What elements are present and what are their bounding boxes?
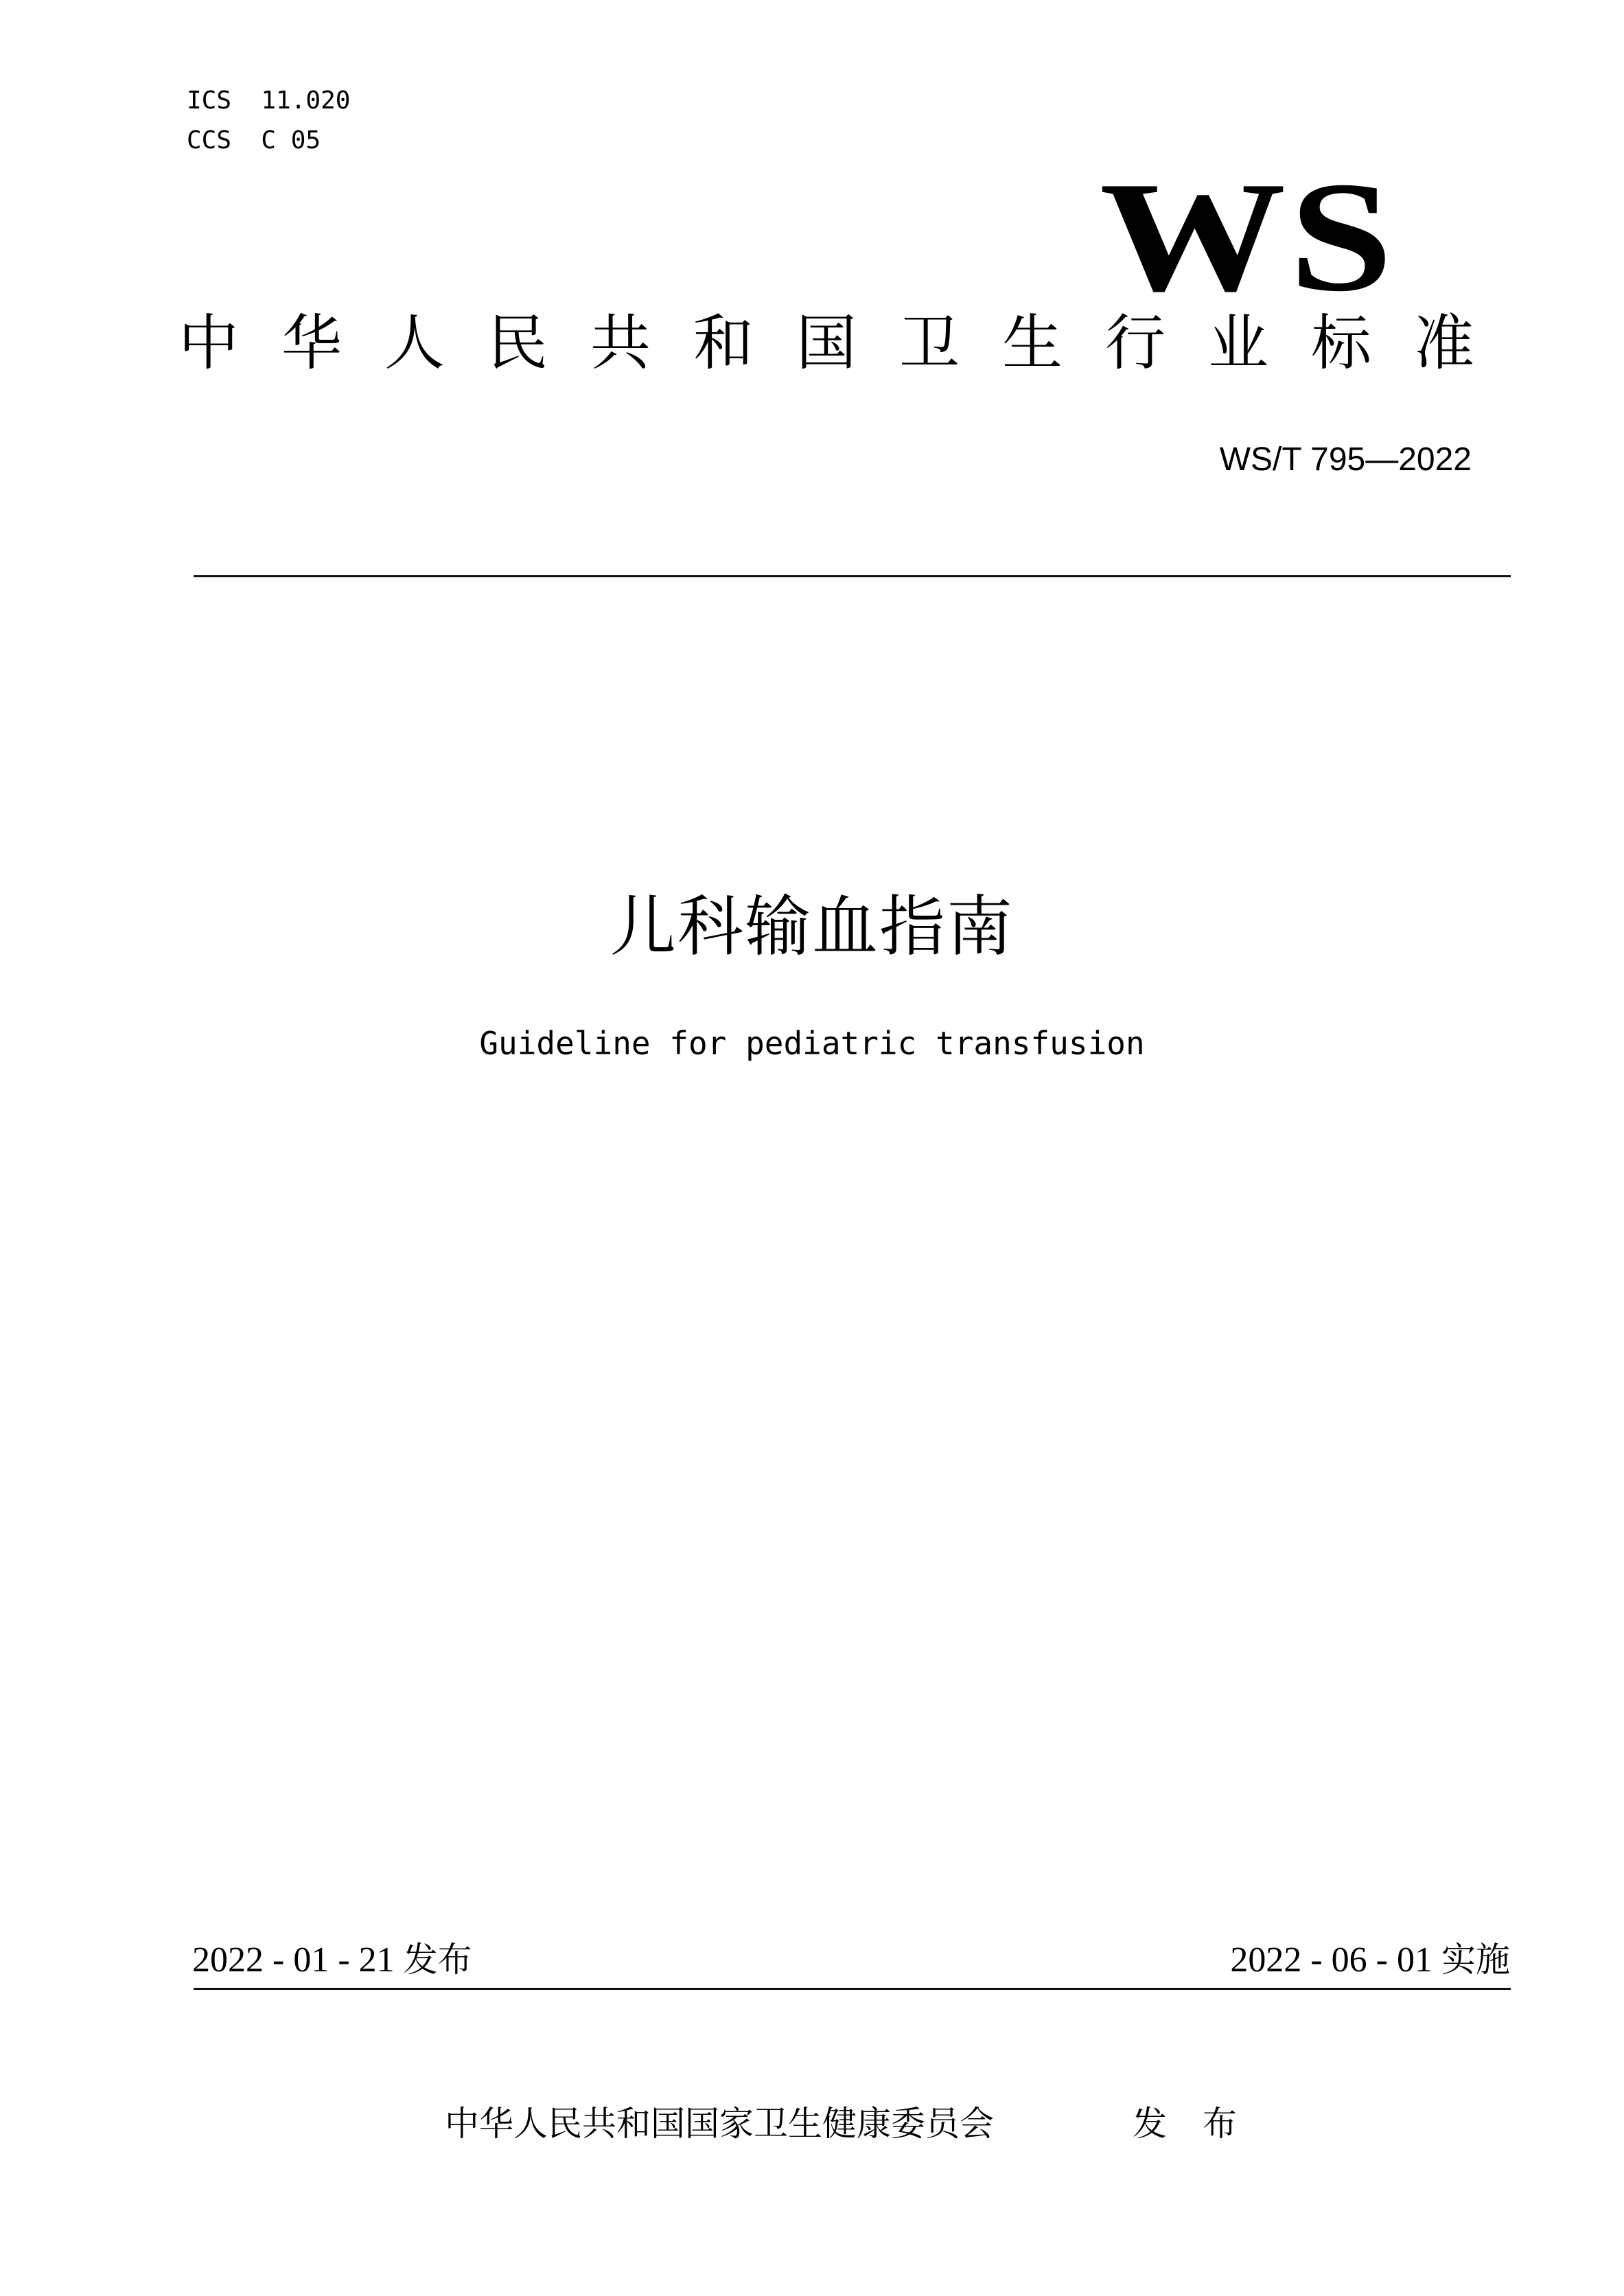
issue-date: 2022 - 01 - 21 bbox=[192, 1940, 395, 1980]
publisher-name: 中华人民共和国国家卫生健康委员会 bbox=[445, 2104, 994, 2144]
publish-label: 发 布 bbox=[1133, 2104, 1249, 2144]
classification-codes bbox=[187, 81, 350, 161]
top-divider bbox=[194, 575, 1511, 577]
ics-code: ICS 11.020 bbox=[187, 86, 351, 115]
implementation-date: 2022 - 06 - 01 bbox=[1230, 1940, 1432, 1980]
ws-logo: WS bbox=[1100, 149, 1396, 324]
document-title-english: Guideline for pediatric transfusion bbox=[479, 1025, 1145, 1062]
issue-label: 发布 bbox=[403, 1940, 472, 1980]
standard-category-title: 中华人民共和国卫生行业标准 bbox=[178, 308, 1518, 378]
implementation-label: 实施 bbox=[1441, 1940, 1510, 1980]
implementation-date-line bbox=[1230, 1937, 1510, 1983]
document-title-chinese: 儿科输血指南 bbox=[610, 888, 1014, 965]
standard-number: WS/T 795—2022 bbox=[1219, 441, 1472, 478]
issue-date-line bbox=[192, 1937, 472, 1983]
ccs-code: CCS C 05 bbox=[187, 126, 321, 154]
bottom-divider bbox=[194, 1988, 1511, 1990]
